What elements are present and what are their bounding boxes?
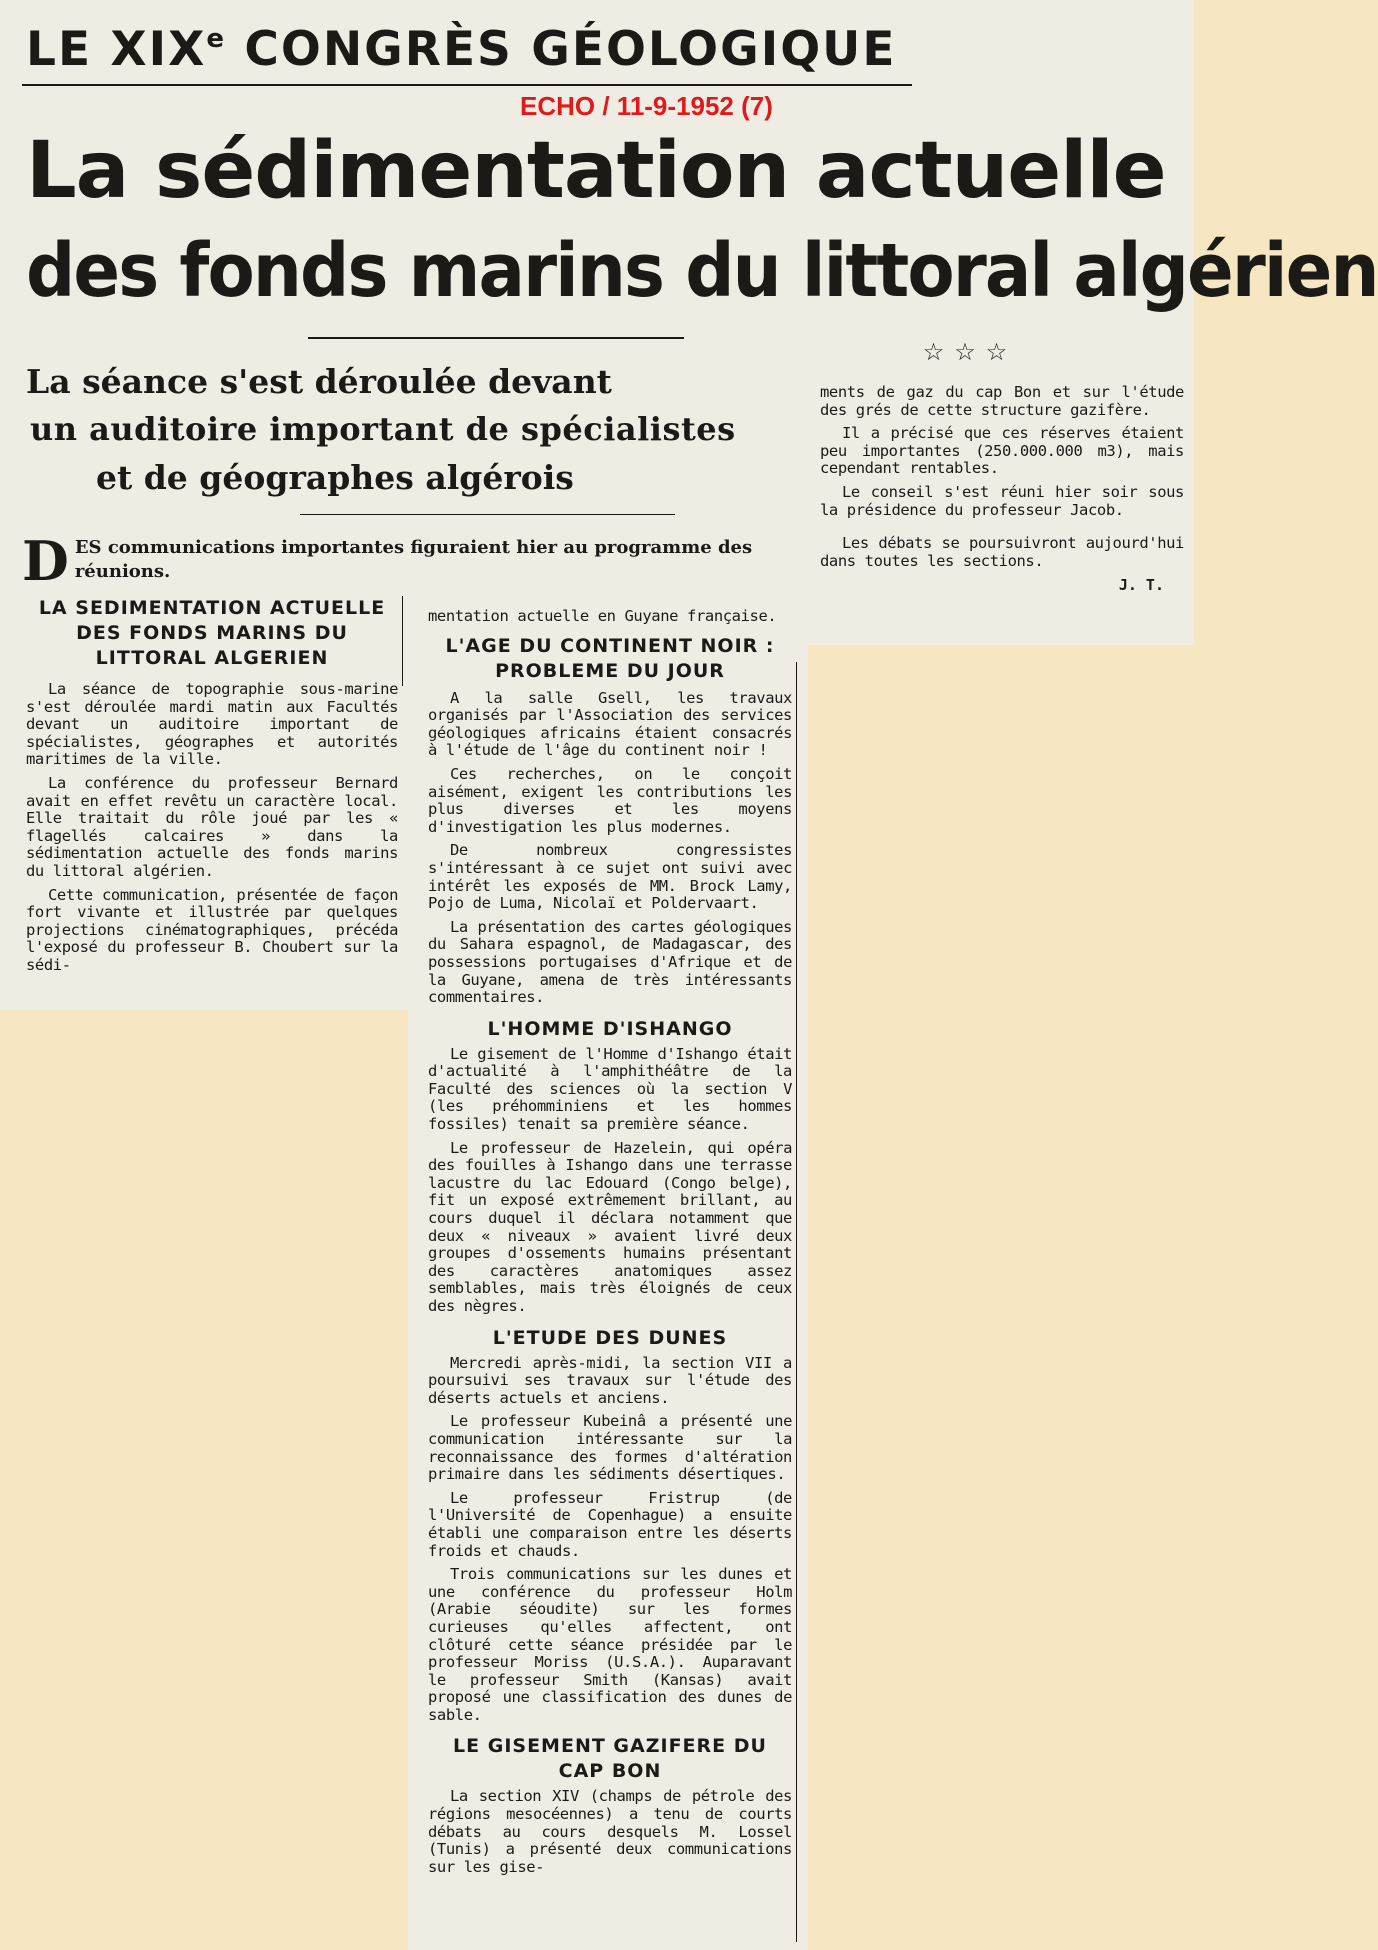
- middle-column: [428, 608, 792, 1882]
- subhead-line3: et de géographes algérois: [96, 458, 574, 497]
- age-paragraph-2: Ces recherches, on le conçoit aisément, exigent les contributions les plus diverses et les moyens d'investigation les plus modernes.: [428, 764, 792, 836]
- subhead-rule: [300, 514, 675, 515]
- dunes-paragraph-3: Le professeur Fristrup (de l'Université de Copenhague) a ensuite établi une comparaison entre les déserts froids et chauds.: [428, 1488, 792, 1560]
- kicker-sup: e: [206, 24, 227, 54]
- section-title-sedimentation: LA SEDIMENTATION ACTUELLE DES FONDS MARINS DU LITTORAL ALGERIEN: [38, 597, 386, 669]
- kicker-heading: [26, 22, 896, 77]
- headline-line1: La sédimentation actuelle: [26, 126, 1166, 216]
- section-title-age: L'AGE DU CONTINENT NOIR : PROBLEME DU JOUR: [445, 634, 775, 682]
- subhead-line2: un auditoire important de spécialistes: [30, 410, 736, 448]
- lead-text: ES communications importantes figuraient hier au programme des réunions.: [74, 537, 753, 582]
- section-title-dunes: L'ETUDE DES DUNES: [492, 1326, 728, 1349]
- cap-bon-continuation-2: Il a précisé que ces réserves étaient peu importantes (250.000.000 m3), mais cependant rentables.: [820, 424, 1184, 478]
- cap-bon-paragraph-1: La section XIV (champs de pétrole des régions mesocéennes) a tenu de courts débats au cours desquels M. Lossel (Tunis) a présenté deux communications sur les gise-: [428, 1787, 792, 1876]
- sedimentation-paragraph-3: Cette communication, présentée de façon fort vivante et illustrée par quelques projections cinématographiques, précéda l'exposé du professeur B. Choubert sur la sédi-: [26, 885, 398, 974]
- section-title-ishango: L'HOMME D'ISHANGO: [487, 1017, 733, 1040]
- sedimentation-paragraph-2: La conférence du professeur Bernard avait en effet revêtu un caractère local. Elle traitait du rôle joué par les « flagellés calcaires » dans la sédimentation actuelle des fonds marins du littoral algérien.: [26, 773, 398, 880]
- dunes-paragraph-1: Mercredi après-midi, la section VII a poursuivi ses travaux sur l'étude des déserts actuels et anciens.: [428, 1353, 792, 1407]
- sedimentation-continuation: mentation actuelle en Guyane française.: [428, 607, 777, 625]
- dunes-paragraph-2: Le professeur Kubeinâ a présenté une communication intéressante sur la reconnaissance des formes d'altération primaire dans les sédiments désertiques.: [428, 1412, 792, 1484]
- age-paragraph-4: La présentation des cartes géologiques du Sahara espagnol, de Madagascar, des possessions portugaises d'Afrique et de la Guyane, amena de très intéressants commentaires.: [428, 917, 792, 1007]
- source-label: ECHO / 11-9-1952 (7): [520, 91, 773, 121]
- sedimentation-paragraph-1: La séance de topographie sous-marine s'est déroulée mardi matin aux Facultés devant un auditoire important de spécialistes, géographes et autorités maritimes de la ville.: [26, 680, 398, 769]
- headline-line2: des fonds marins du littoral algérien: [26, 228, 1378, 314]
- headline-rule: [308, 337, 684, 339]
- dunes-paragraph-4: Trois communications sur les dunes et une conférence du professeur Holm (Arabie séoudite) sur les formes curieuses qu'elles affectent, ont clôturé cette séance présidée par le professeur Moriss (U.S.A.). Auparavant le professeur Smith (Kansas) avait proposé une classification des dunes de sable.: [428, 1565, 792, 1724]
- age-paragraph-3: De nombreux congressistes s'intéressant à ce sujet ont suivi avec intérêt les exposés de MM. Brock Lamy, Pojo de Luma, Nicolaï et Poldervaart.: [428, 841, 792, 913]
- subhead-line1: La séance s'est déroulée devant: [26, 362, 612, 401]
- left-column: [26, 596, 398, 981]
- ishango-paragraph-1: Le gisement de l'Homme d'Ishango était d'actualité à l'amphithéâtre de la Faculté des sciences où la section V (les préhomminiens et les hommes fossiles) tenait sa première séance.: [428, 1044, 792, 1134]
- column-divider-right: [796, 662, 797, 1942]
- right-column: [820, 384, 1184, 594]
- lead-paragraph: [22, 529, 792, 593]
- cap-bon-continuation-1: ments de gaz du cap Bon et sur l'étude des grés de cette structure gazifère.: [820, 383, 1184, 419]
- column-divider-left: [402, 596, 403, 686]
- cap-bon-continuation-3: Le conseil s'est réuni hier soir sous la présidence du professeur Jacob.: [820, 482, 1184, 519]
- ishango-paragraph-2: Le professeur de Hazelein, qui opéra des fouilles à Ishango dans une terrasse lacustre du lac Edouard (Congo belge), fit un exposé extrêmement brillant, au cours duquel il déclara notamment que deux « niveaux » avaient livré deux groupes d'ossements humains présentant des caractères anatomiques assez semblables, mais très éloignés de ceux des nègres.: [428, 1138, 792, 1315]
- lead-dropcap: D: [22, 529, 69, 593]
- stars-separator: ☆☆☆: [922, 338, 1018, 366]
- author-signature: J. T.: [1118, 576, 1164, 595]
- kicker-rule: [22, 84, 912, 86]
- age-paragraph-1: A la salle Gsell, les travaux organisés par l'Association des services géologiques africains étaient consacrés à l'étude de l'âge du continent noir !: [428, 688, 792, 760]
- kicker-rest: CONGRÈS GÉOLOGIQUE: [226, 22, 897, 77]
- kicker-main: LE XIX: [26, 22, 207, 77]
- section-title-cap-bon: LE GISEMENT GAZIFERE DU CAP BON: [453, 1735, 767, 1783]
- closing-paragraph: Les débats se poursuivront aujourd'hui dans toutes les sections.: [820, 534, 1184, 570]
